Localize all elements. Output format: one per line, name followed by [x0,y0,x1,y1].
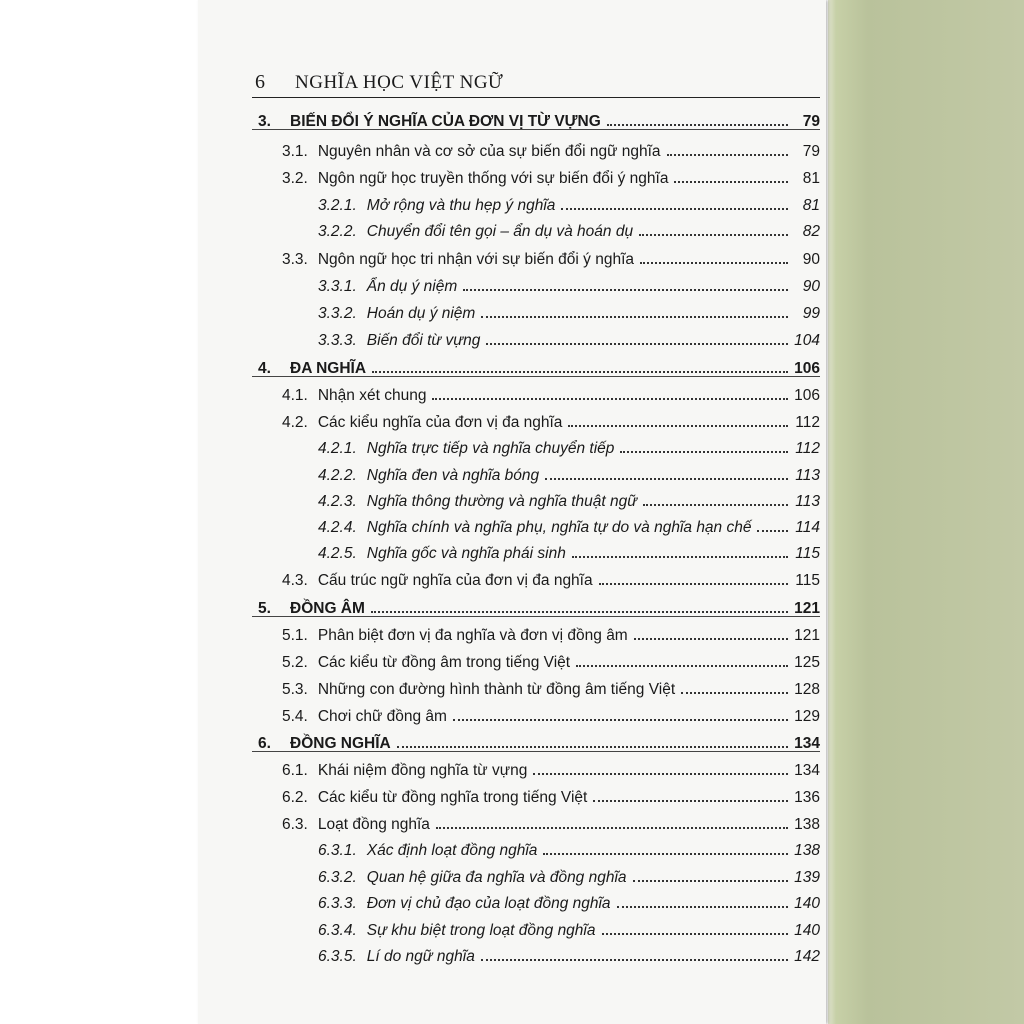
toc-entry-title: Biến đổi từ vựng [366,332,481,349]
toc-entry-page: 90 [802,278,820,295]
toc-entry-number: 3.2.1. [318,197,357,214]
toc-entry-title: Nghĩa chính và nghĩa phụ, nghĩa tự do và nghĩa hạn chế [366,519,752,536]
toc-entry-title: Các kiểu từ đồng âm trong tiếng Việt [317,654,571,671]
dot-leader [397,746,788,748]
toc-entry-number: 3.2.2. [318,223,357,240]
dot-leader [674,181,788,183]
toc-entry[interactable] [252,297,820,323]
toc-entry-number: 4.2.1. [318,440,357,457]
toc-entry-number: 4.3. [282,572,308,589]
dot-leader [639,234,788,236]
dot-leader [543,853,788,855]
toc-entry-number: 3.1. [282,143,308,160]
toc-entry-page: 140 [794,922,820,939]
toc-entry[interactable] [252,781,820,807]
toc-entry-number: 6.3.5. [318,948,357,965]
toc-entry-number: 6.1. [282,762,308,779]
toc-entry-title: Ngôn ngữ học truyền thống với sự biến đổi ý nghĩa [317,170,669,187]
toc-entry-number: 6.3.3. [318,895,357,912]
toc-entry-page: 125 [794,654,820,671]
toc-entry-label [318,223,633,241]
toc-entry-label [258,600,365,618]
toc-entry-label [318,197,555,215]
toc-entry-page: 121 [794,600,820,617]
toc-entry-label [282,654,570,672]
toc-entry-title: Nghĩa trực tiếp và nghĩa chuyển tiếp [366,440,615,457]
toc-entry-label [282,143,661,161]
toc-entry[interactable] [252,537,820,563]
toc-entry-label [258,113,601,131]
toc-entry-page: 115 [795,572,820,589]
toc-entry-number: 4.2.3. [318,493,357,510]
toc-entry-title: Sự khu biệt trong loạt đồng nghĩa [366,922,596,939]
toc-entry-label [318,895,611,913]
toc-entry-page: 140 [794,895,820,912]
toc-entry[interactable] [252,270,820,296]
toc-entry-title: Quan hệ giữa đa nghĩa và đồng nghĩa [366,869,627,886]
toc-entry-title: ĐỒNG NGHĨA [290,735,391,752]
dot-leader [453,719,788,721]
toc-entry-page: 138 [794,816,820,833]
running-header [255,58,503,94]
toc-entry[interactable] [252,379,820,405]
toc-entry-page: 113 [795,467,820,484]
toc-entry[interactable] [252,485,820,511]
toc-entry[interactable] [252,215,820,241]
book-title: NGHĨA HỌC VIỆT NGỮ [295,72,504,93]
toc-entry-title: Ngôn ngữ học tri nhận với sự biến đổi ý nghĩa [317,251,634,268]
toc-entry-title: Nghĩa đen và nghĩa bóng [366,467,540,484]
toc-entry[interactable] [252,189,820,215]
toc-entry-page: 90 [802,251,820,268]
dot-leader [599,583,788,585]
toc-entry[interactable] [252,592,820,618]
toc-entry-label [282,681,675,699]
toc-entry-label [318,922,596,940]
toc-entry-label [282,387,426,405]
toc-entry-title: Các kiểu nghĩa của đơn vị đa nghĩa [317,414,563,431]
toc-entry-title: Khái niệm đồng nghĩa từ vựng [317,762,528,779]
toc-entry-number: 3.3.3. [318,332,357,349]
toc-entry[interactable] [252,834,820,860]
toc-entry-label [258,360,366,378]
dot-leader [533,773,788,775]
toc-entry[interactable] [252,914,820,940]
toc-entry-number: 3.3.2. [318,305,357,322]
toc-entry[interactable] [252,754,820,780]
toc-entry-label [318,869,627,887]
toc-entry-page: 79 [802,113,820,130]
toc-entry-title: Phân biệt đơn vị đa nghĩa và đơn vị đồng âm [317,627,628,644]
dot-leader [602,933,789,935]
toc-entry-number: 3. [258,113,271,130]
toc-entry-label [318,440,614,458]
toc-entry[interactable] [252,619,820,645]
toc-entry-page: 138 [794,842,820,859]
toc-entry-number: 6.3. [282,816,308,833]
toc-entry-title: Những con đường hình thành từ đồng âm tiếng Việt [317,681,676,698]
toc-entry-label [282,251,634,269]
dot-leader [481,959,788,961]
dot-leader [576,665,788,667]
toc-entry-title: Đơn vị chủ đạo của loạt đồng nghĩa [366,895,611,912]
dot-leader [436,827,788,829]
toc-entry-title: Xác định loạt đồng nghĩa [366,842,538,859]
dot-leader [643,504,788,506]
toc-entry-number: 3.3. [282,251,308,268]
toc-entry[interactable] [252,352,820,378]
dot-leader [432,398,788,400]
header-rule [252,97,820,98]
toc-entry-number: 4.2. [282,414,308,431]
toc-entry-label [318,493,637,511]
dot-leader [667,154,788,156]
dot-leader [757,530,788,532]
toc-entry-title: Hoán dụ ý niệm [366,305,476,322]
toc-entry-label [282,414,562,432]
toc-entry-page: 81 [802,170,820,187]
toc-entry[interactable] [252,673,820,699]
toc-entry-number: 4.2.5. [318,545,357,562]
toc-entry[interactable] [252,808,820,834]
toc-entry-number: 5. [258,600,271,617]
toc-entry-page: 112 [795,440,820,457]
toc-entry-title: Chuyển đổi tên gọi – ẩn dụ và hoán dụ [366,223,634,240]
toc-entry-number: 4.2.2. [318,467,357,484]
toc-entry[interactable] [252,887,820,913]
toc-entry-page: 81 [802,197,820,214]
dot-leader [371,611,788,613]
toc-entry-title: BIẾN ĐỔI Ý NGHĨA CỦA ĐƠN VỊ TỪ VỰNG [290,113,601,130]
toc-entry-number: 4.2.4. [318,519,357,536]
toc-entry-number: 4. [258,360,271,377]
toc-entry-number: 6. [258,735,271,752]
dot-leader [486,343,788,345]
toc-entry-title: Mở rộng và thu hẹp ý nghĩa [366,197,556,214]
toc-entry-label [318,842,537,860]
toc-entry[interactable] [252,459,820,485]
toc-entry-title: ĐỒNG ÂM [290,600,365,617]
dot-leader [372,371,788,373]
page-number: 6 [255,71,265,93]
toc-entry-page: 112 [795,414,820,431]
toc-entry-title: Nguyên nhân và cơ sở của sự biến đổi ngữ nghĩa [317,143,661,160]
toc-entry-page: 139 [794,869,820,886]
toc-entry-page: 114 [795,519,820,536]
toc-entry[interactable] [252,564,820,590]
toc-entry-number: 4.1. [282,387,308,404]
toc-entry-page: 136 [794,789,820,806]
toc-entry-number: 6.3.2. [318,869,357,886]
toc-entry-label [282,572,593,590]
toc-entry-label [282,762,527,780]
toc-entry-title: Nghĩa gốc và nghĩa phái sinh [366,545,566,562]
toc-entry[interactable] [252,105,820,131]
toc-entry-title: Nghĩa thông thường và nghĩa thuật ngữ [366,493,638,510]
toc-entry-number: 5.2. [282,654,308,671]
book-cover-edge [828,0,1024,1024]
toc-entry-title: ĐA NGHĨA [290,360,367,377]
toc-entry-page: 82 [802,223,820,240]
toc-entry-title: Lí do ngữ nghĩa [366,948,475,965]
toc-entry-page: 129 [794,708,820,725]
dot-leader [640,262,788,264]
dot-leader [607,124,788,126]
dot-leader [634,638,788,640]
toc-entry-number: 5.1. [282,627,308,644]
toc-entry-page: 142 [794,948,820,965]
toc-entry[interactable] [252,406,820,432]
toc-entry-label [282,789,587,807]
dot-leader [568,425,788,427]
toc-entry[interactable] [252,162,820,188]
toc-entry-page: 106 [794,387,820,404]
toc-entry-number: 3.2. [282,170,308,187]
toc-entry[interactable] [252,511,820,537]
toc-entry-page: 134 [794,735,820,752]
toc-entry[interactable] [252,646,820,672]
toc-entry-number: 6.3.1. [318,842,357,859]
toc-entry-label [318,545,566,563]
toc-entry[interactable] [252,700,820,726]
toc-entry-page: 104 [794,332,820,349]
toc-entry-label [318,278,457,296]
toc-entry-number: 6.2. [282,789,308,806]
toc-entry[interactable] [252,861,820,887]
toc-entry-page: 115 [795,545,820,562]
toc-entry-label [282,708,447,726]
toc-entry-title: Loạt đồng nghĩa [317,816,430,833]
dot-leader [620,451,788,453]
toc-entry-number: 6.3.4. [318,922,357,939]
toc-entry[interactable] [252,243,820,269]
dot-leader [633,880,788,882]
toc-entry[interactable] [252,940,820,966]
dot-leader [572,556,788,558]
toc-entry-label [282,170,668,188]
toc-entry-title: Ẩn dụ ý niệm [366,278,458,295]
toc-entry-title: Các kiểu từ đồng nghĩa trong tiếng Việt [317,789,588,806]
dot-leader [593,800,788,802]
toc-entry-page: 128 [794,681,820,698]
toc-entry[interactable] [252,432,820,458]
dot-leader [545,478,788,480]
toc-entry-page: 99 [802,305,820,322]
toc-entry[interactable] [252,135,820,161]
toc-entry-label [318,305,475,323]
toc-entry[interactable] [252,324,820,350]
toc-entry-label [318,332,480,350]
toc-entry[interactable] [252,727,820,753]
toc-entry-number: 5.4. [282,708,308,725]
dot-leader [561,208,788,210]
toc-entry-page: 121 [794,627,820,644]
toc-entry-title: Chơi chữ đồng âm [317,708,447,725]
toc-entry-label [282,627,628,645]
toc-entry-title: Cấu trúc ngữ nghĩa của đơn vị đa nghĩa [317,572,593,589]
toc-entry-label [258,735,391,753]
toc-entry-title: Nhận xét chung [317,387,427,404]
toc-entry-label [282,816,430,834]
toc-entry-number: 3.3.1. [318,278,357,295]
toc-entry-page: 79 [802,143,820,160]
dot-leader [481,316,788,318]
dot-leader [463,289,788,291]
dot-leader [681,692,788,694]
dot-leader [617,906,788,908]
toc-entry-page: 134 [794,762,820,779]
toc-entry-label [318,519,751,537]
toc-entry-page: 106 [794,360,820,377]
toc-entry-label [318,948,475,966]
toc-entry-label [318,467,539,485]
toc-entry-number: 5.3. [282,681,308,698]
toc-entry-page: 113 [795,493,820,510]
